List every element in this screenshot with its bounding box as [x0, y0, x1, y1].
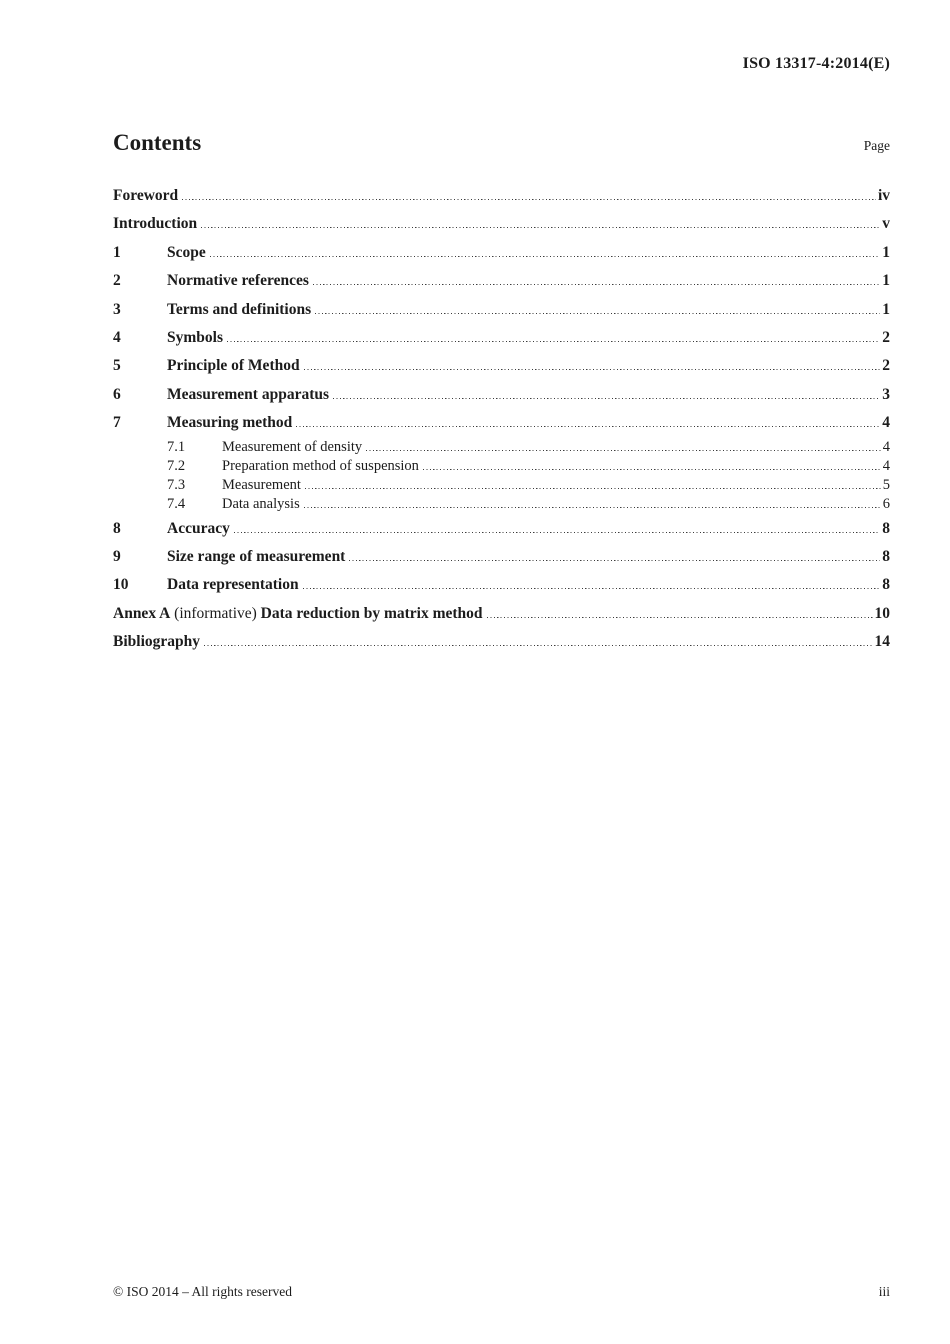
document-reference: ISO 13317-4:2014(E): [742, 55, 890, 72]
toc-entry-title: [167, 515, 230, 543]
toc-entry-number: 1: [113, 243, 121, 261]
toc-list: [113, 182, 890, 656]
toc-entry-number: 3: [113, 300, 121, 318]
toc-entry-page: 4: [882, 414, 890, 432]
toc-entry: [113, 409, 890, 437]
toc-title-segment: Measurement of density: [222, 438, 363, 455]
dot-leader: [304, 507, 881, 508]
toc-entry: [113, 438, 890, 457]
toc-entry-title: [167, 543, 345, 571]
dot-leader: [234, 532, 880, 533]
dot-leader: [210, 256, 881, 257]
dot-leader: [204, 645, 873, 646]
toc-entry-page: 14: [874, 633, 890, 651]
page-header: [113, 55, 890, 73]
dot-leader: [349, 560, 880, 561]
toc-entry-title: [222, 495, 300, 514]
dot-leader: [304, 369, 881, 370]
toc-entry-page: 1: [882, 243, 890, 261]
toc-entry-title: [113, 628, 200, 656]
dot-leader: [227, 341, 880, 342]
toc-entry: [113, 571, 890, 599]
page-footer: [113, 1284, 890, 1300]
dot-leader: [182, 199, 876, 200]
dot-leader: [305, 488, 881, 489]
toc-entry: [113, 324, 890, 352]
toc-title-segment: Annex A: [113, 604, 171, 622]
toc-entry-number: 5: [113, 357, 121, 375]
toc-title-segment: Accuracy: [167, 519, 230, 537]
dot-leader: [296, 426, 880, 427]
toc-title-segment: Data analysis: [222, 496, 300, 513]
toc-title-segment: Principle of Method: [167, 357, 300, 375]
toc-entry-title: [167, 267, 309, 295]
toc-entry-number: 4: [113, 328, 121, 346]
toc-entry-page: 6: [882, 496, 890, 513]
toc-entry: [113, 239, 890, 267]
dot-leader: [201, 227, 880, 228]
toc-entry: [113, 457, 890, 476]
toc-entry-page: 3: [882, 385, 890, 403]
toc-title-segment: Introduction: [113, 215, 198, 233]
toc-entry-page: 8: [882, 576, 890, 594]
toc-title-segment: Measurement: [222, 477, 301, 494]
dot-leader: [487, 617, 873, 618]
page-column-label: Page: [863, 138, 890, 153]
toc-title-segment: Measuring method: [167, 414, 293, 432]
contents-header: [113, 130, 890, 156]
toc-entry: [113, 515, 890, 543]
toc-entry-title: [167, 381, 329, 409]
toc-entry-page: 8: [882, 547, 890, 565]
dot-leader: [313, 284, 880, 285]
toc-entry: [113, 495, 890, 514]
dot-leader: [303, 588, 881, 589]
toc-title-segment: Data representation: [167, 576, 299, 594]
toc-title-segment: Data reduction by matrix method: [260, 604, 483, 622]
toc-entry-page: iv: [877, 187, 890, 204]
toc-entry-title: [113, 600, 483, 628]
toc-entry-number: 7.1: [167, 438, 186, 455]
toc-entry-title: [222, 438, 362, 457]
toc-entry-number: 8: [113, 519, 121, 537]
toc-entry: [113, 381, 890, 409]
toc-title-segment: Terms and definitions: [167, 300, 312, 318]
dot-leader: [333, 398, 880, 399]
toc-entry-title: [167, 409, 292, 437]
toc-entry-number: 7: [113, 414, 121, 432]
toc-title-segment: Symbols: [167, 328, 223, 346]
toc-entry: [113, 476, 890, 495]
toc-title-segment: Normative references: [167, 272, 309, 290]
toc-entry-page: 8: [882, 519, 890, 537]
toc-entry-page: 4: [882, 457, 890, 474]
toc-entry-title: [167, 352, 300, 380]
toc-entry: [113, 628, 890, 656]
toc-entry-number: 9: [113, 547, 121, 565]
toc-entry-number: 2: [113, 272, 121, 290]
toc-entry-page: 5: [882, 477, 890, 494]
toc-entry-page: 10: [874, 604, 890, 622]
toc-title-segment: Preparation method of suspension: [222, 457, 419, 474]
toc-entry-title: [222, 476, 301, 495]
toc-entry: [113, 543, 890, 571]
toc-title-segment: Bibliography: [113, 633, 200, 651]
toc-entry: [113, 352, 890, 380]
toc-title-segment: (informative): [170, 604, 261, 622]
toc-entry: [113, 267, 890, 295]
toc-entry-title: [167, 324, 223, 352]
dot-leader: [423, 469, 881, 470]
toc-entry-page: 2: [882, 328, 890, 346]
toc-entry-page: 1: [882, 300, 890, 318]
toc-entry-number: 6: [113, 385, 121, 403]
toc-entry-title: [113, 182, 178, 210]
dot-leader: [315, 313, 880, 314]
folio-page-number: iii: [878, 1284, 890, 1299]
toc-entry-number: 7.3: [167, 477, 186, 494]
toc-entry: [113, 600, 890, 628]
toc-entry-number: 10: [113, 576, 129, 594]
toc-title-segment: Size range of measurement: [167, 547, 346, 565]
toc-title-segment: Foreword: [113, 187, 179, 204]
toc-entry-title: [222, 457, 419, 476]
toc-entry-number: 7.4: [167, 496, 186, 513]
toc-title-segment: Measurement apparatus: [167, 385, 330, 403]
contents-title: Contents: [113, 130, 202, 155]
toc-entry-page: 2: [882, 357, 890, 375]
toc-title-segment: Scope: [167, 243, 206, 261]
toc-entry: [113, 182, 890, 210]
toc-entry-page: v: [882, 215, 890, 233]
copyright-notice: © ISO 2014 – All rights reserved: [113, 1284, 292, 1299]
toc-entry-title: [167, 296, 311, 324]
toc-entry: [113, 296, 890, 324]
toc-entry-page: 1: [882, 272, 890, 290]
dot-leader: [366, 450, 881, 451]
toc-entry-page: 4: [882, 438, 890, 455]
toc-entry: [113, 210, 890, 238]
toc-entry-title: [167, 239, 206, 267]
toc-entry-number: 7.2: [167, 457, 186, 474]
toc-entry-title: [167, 571, 299, 599]
toc-entry-title: [113, 210, 197, 238]
